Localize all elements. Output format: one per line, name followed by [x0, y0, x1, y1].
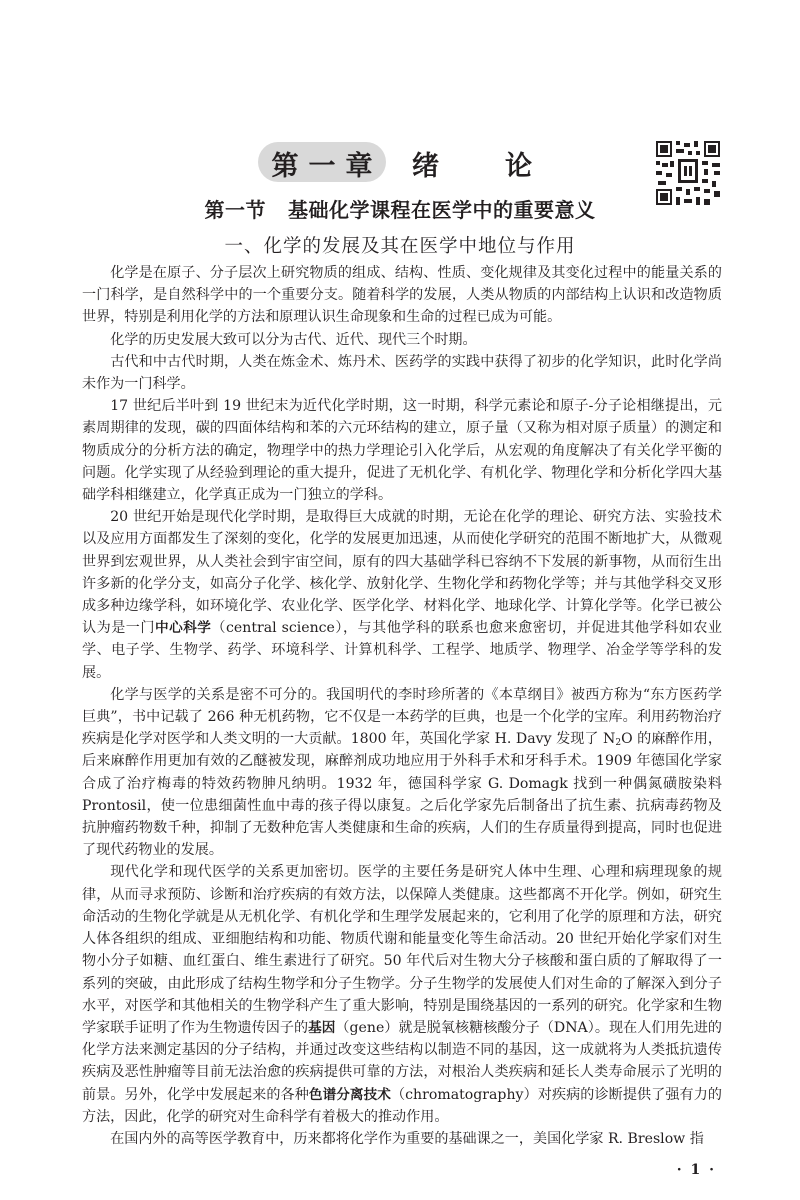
chapter-word-1: 绪 [412, 151, 439, 182]
paragraph [82, 684, 722, 862]
text-run: O 的麻醉作用，后来麻醉作用更加有效的乙醚被发现，麻醉剂成功地应用于外科手术和牙科手术。1909 年德国化学家合成了治疗梅毒的特效药物胂凡纳明。1932 年，德国科学家 G. Domagk 找到一种偶氮磺胺染料 Prontosil，使一位患细菌性血中毒的孩子得以康复。之后化学家先后制备出了抗生素、抗病毒药物及抗肿瘤药物数千种，抑制了无数种危害人类健康和生命的疾病，人们的生存质量得到提高，同时也促进了现代药物业的发展。 [82, 731, 722, 859]
section-title [0, 194, 800, 223]
text-run: （gene）就是脱氧核糖核酸分子（DNA）。现在人们用先进的化学方法来测定基因的分子结构，并通过改变这些结构以制造不同的基因，这一成就将为人类抵抗遗传疾病及恶性肿瘤等目前无法治愈的疾病提供可靠的方法，对根治人类疾病和延长人类寿命展示了光明的前景。另外，化学中发展起来的各种 [82, 1019, 723, 1103]
text-run: （chromatography）对疾病的诊断提供了强有力的方法，因此，化学的研究对生命科学有着极大的推动作用。 [82, 1086, 723, 1125]
paragraph [82, 506, 722, 684]
text-run: （central science），与其他学科的联系也愈来愈密切，并促进其他学科如农业学、电子学、生物学、药学、环境科学、计算机科学、工程学、地质学、物理学、冶金学等学科的发展。 [82, 620, 723, 681]
paragraph [82, 861, 722, 1127]
paragraph: 化学是在原子、分子层次上研究物质的组成、结构、性质、变化规律及其变化过程中的能量关系的一门科学，是自然科学中的一个重要分支。随着科学的发展，人类从物质的内部结构上认识和改造物质世界，特别是利用化学的方法和原理认识生命现象和生命的过程已成为可能。 [82, 265, 722, 326]
subscript: 2 [615, 738, 622, 749]
chapter-number-badge [258, 142, 386, 182]
chapter-number: 第一章 [271, 151, 383, 182]
highlight-term: 色谱分离技术 [308, 1086, 391, 1103]
page-number: · 1 · [676, 1162, 716, 1178]
section-heading: 基础化学课程在医学中的重要意义 [288, 198, 596, 222]
highlight-term: 基因 [308, 1019, 336, 1036]
text-run: 现代化学和现代医学的关系更加密切。医学的主要任务是研究人体中生理、心理和病理现象的规律，从而寻求预防、诊断和治疗疾病的有效方法，以保障人类健康。这些都离不开化学。例如，研究生命活动的生物化学就是从无机化学、有机化学和生理学发展起来的，它利用了化学的原理和方法，研究人体各组织的组成、亚细胞结构和功能、物质代谢和能量变化等生命活动。20 世纪开始化学家们对生物小分子如糖、血红蛋白、维生素进行了研究。50 年代后对生物大分子核酸和蛋白质的了解取得了一系列的突破，由此形成了结构生物学和分子生物学。分子生物学的发展使人们对生命的了解深入到分子水平，对医学和其他相关的生物学科产生了重大影响，特别是围绕基因的一系列的研究。化学家和生物学家联手证明了作为生物遗传因子的 [82, 864, 722, 1036]
paragraph: 在国内外的高等医学教育中，历来都将化学作为重要的基础课之一，美国化学家 R. Breslow 指 [110, 1130, 704, 1147]
body-text [82, 262, 722, 1150]
text-run: 20 世纪开始是现代化学时期，是取得巨大成就的时期，无论在化学的理论、研究方法、实验技术以及应用方面都发生了深刻的变化，化学的发展更加迅速，从而使化学研究的范围不断地扩大，从微观世界到宏观世界，从人类社会到宇宙空间，原有的四大基础学科已容纳不下发展的新事物，从而衍生出许多新的化学分支，如高分子化学、核化学、放射化学、生物化学和药物化学等；并与其他学科交叉形成多种边缘学科，如环境化学、农业化学、医学化学、材料化学、地球化学、计算化学等。化学已被公认为是一门 [82, 509, 722, 637]
text-run: 化学与医学的关系是密不可分的。我国明代的李时珍所著的《本草纲目》被西方称为“东方医药学巨典”，书中记载了 266 种无机药物，它不仅是一本药学的巨典，也是一个化学的宝库。利用药物治疗疾病是化学对医学和人类文明的一大贡献。1800 年，英国化学家 H. Davy 发现了 N [82, 686, 722, 748]
section-label: 第一节 [204, 198, 266, 222]
highlight-term: 中心科学 [155, 620, 212, 637]
paragraph: 17 世纪后半叶到 19 世纪末为近代化学时期，这一时期，科学元素论和原子-分子论相继提出，元素周期律的发现，碳的四面体结构和苯的六元环结构的建立，原子量（又称为相对原子质量）的测定和物质成分的分析方法的确定，物理学中的热力学理论引入化学后，从宏观的角度解决了有关化学平衡的问题。化学实现了从经验到理论的重大提升，促进了无机化学、有机化学、物理化学和分析化学四大基础学科相继建立，化学真正成为一门独立的学科。 [82, 398, 722, 504]
chapter-word-2: 论 [505, 151, 532, 182]
subsection-title: 一、化学的发展及其在医学中地位与作用 [224, 236, 576, 257]
paragraph: 古代和中古代时期，人类在炼金术、炼丹术、医药学的实践中获得了初步的化学知识，此时化学尚未作为一门科学。 [82, 353, 722, 393]
paragraph: 化学的历史发展大致可以分为古代、近代、现代三个时期。 [110, 331, 477, 348]
